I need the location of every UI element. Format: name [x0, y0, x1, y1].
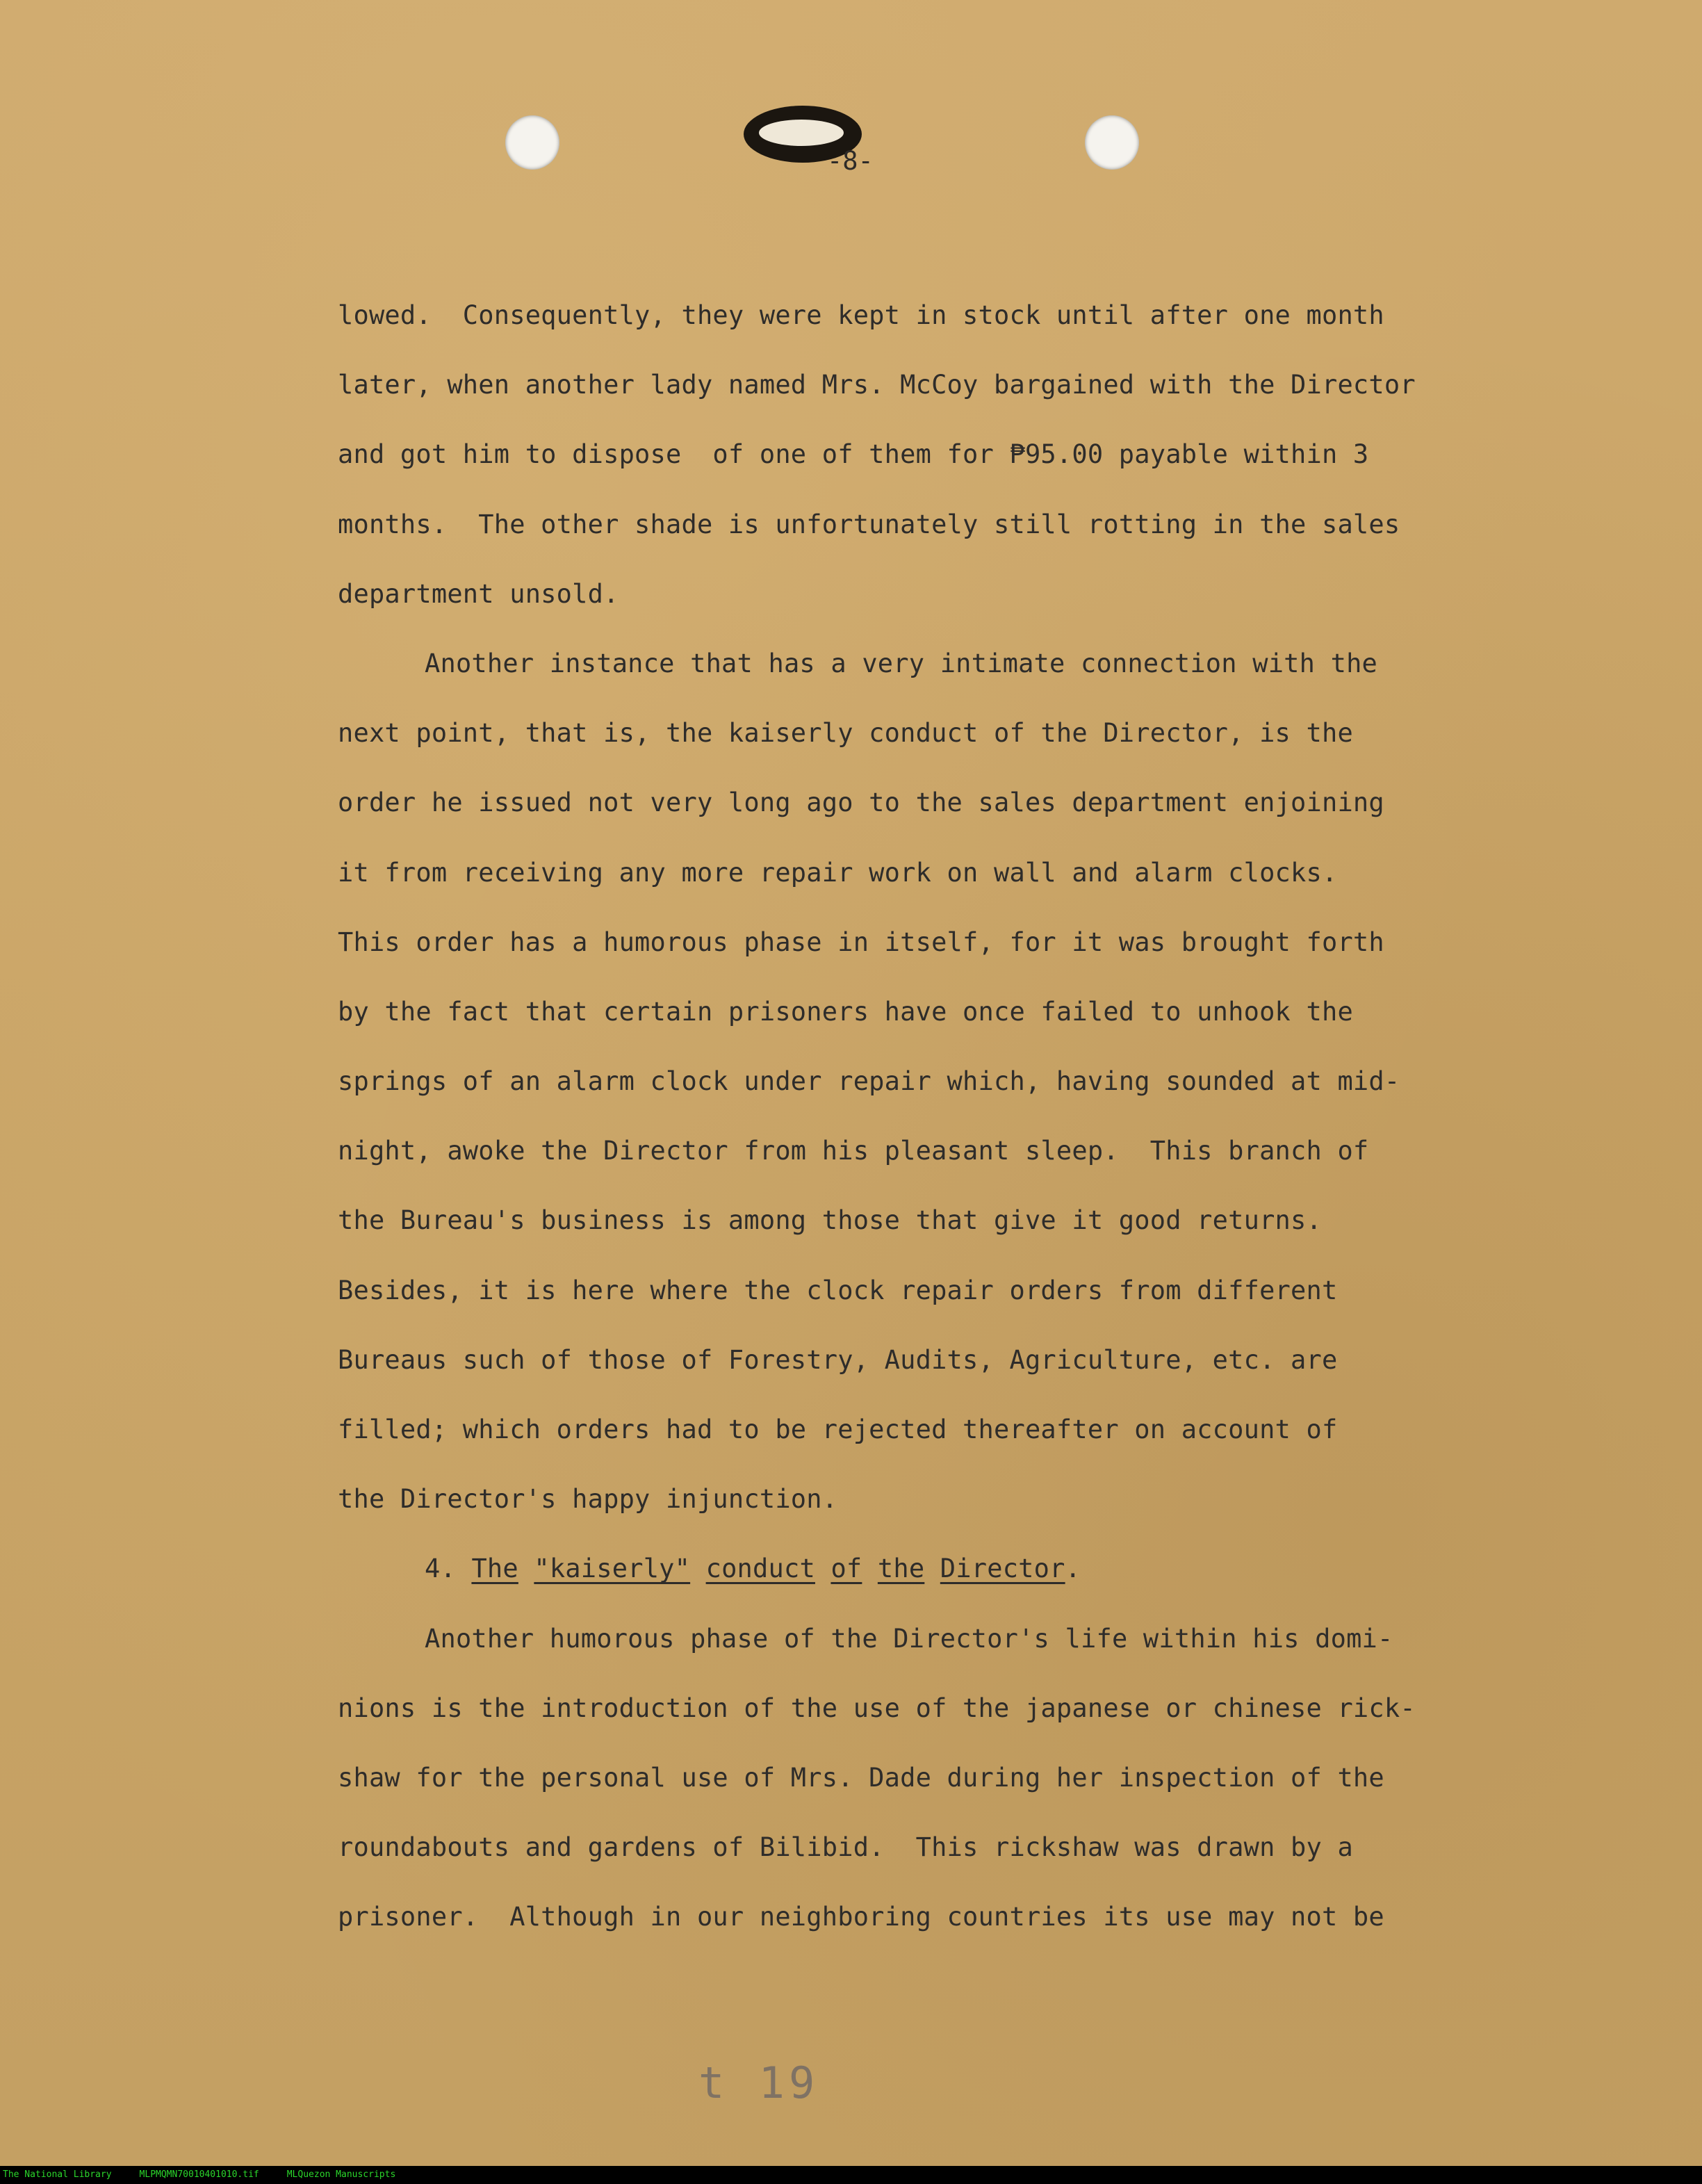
- heading-word: of: [830, 1554, 862, 1584]
- text-line: Bureaus such of those of Forestry, Audits, Agriculture, etc. are: [338, 1344, 1338, 1375]
- section-heading: [338, 1534, 1589, 1604]
- heading-word: Director: [940, 1554, 1065, 1584]
- text-line: night, awoke the Director from his pleasant sleep. This branch of: [338, 1136, 1369, 1166]
- archive-stamp: [698, 2057, 819, 2108]
- text-line: department unsold.: [338, 578, 619, 609]
- punch-hole-left: [505, 115, 559, 170]
- scan-footer: [0, 2166, 1702, 2184]
- text-line: prisoner. Although in our neighboring countries its use may not be: [338, 1902, 1384, 1932]
- text-line: the Director's happy injunction.: [338, 1484, 838, 1515]
- footer-file: MLPMQMN70010401010.tif: [139, 2169, 259, 2180]
- text-line: the Bureau's business is among those that give it good returns.: [338, 1205, 1322, 1236]
- footer-collection: MLQuezon Manuscripts: [286, 2169, 396, 2180]
- heading-word: The: [471, 1554, 518, 1584]
- text-line: shaw for the personal use of Mrs. Dade during her inspection of the: [338, 1762, 1384, 1793]
- text-line: months. The other shade is unfortunately still rotting in the sales: [338, 509, 1400, 539]
- text-line: Besides, it is here where the clock repair orders from different: [338, 1275, 1338, 1305]
- heading-word: "kaiserly": [534, 1554, 691, 1584]
- text-line: next point, that is, the kaiserly conduct of the Director, is the: [338, 718, 1353, 749]
- text-line: order he issued not very long ago to the sales department enjoining: [338, 788, 1384, 818]
- heading-word: conduct: [705, 1554, 815, 1584]
- punch-hole-right: [1085, 115, 1139, 170]
- footer-library: The National Library: [3, 2169, 112, 2180]
- heading-end: .: [1065, 1554, 1081, 1584]
- text-line: and got him to dispose of one of them for ₱95.00 payable within 3: [338, 439, 1369, 470]
- text-line: filled; which orders had to be rejected thereafter on account of: [338, 1415, 1338, 1444]
- text-line: lowed. Consequently, they were kept in stock until after one month: [338, 300, 1384, 330]
- archive-mark-prefix: t: [698, 2057, 729, 2108]
- page-number: -8-: [827, 146, 874, 176]
- body-text: [338, 281, 1589, 1953]
- heading-word: the: [877, 1554, 925, 1584]
- text-line: Another humorous phase of the Director's life within his domi-: [425, 1623, 1393, 1654]
- text-line: later, when another lady named Mrs. McCoy bargained with the Director: [338, 370, 1416, 400]
- text-line: roundabouts and gardens of Bilibid. This rickshaw was drawn by a: [338, 1832, 1353, 1863]
- text-line: springs of an alarm clock under repair which, having sounded at mid-: [338, 1066, 1400, 1097]
- text-line: by the fact that certain prisoners have once failed to unhook the: [338, 996, 1353, 1027]
- text-line: Another instance that has a very intimate connection with the: [425, 648, 1378, 678]
- heading-number: 4.: [425, 1554, 456, 1584]
- text-line: nions is the introduction of the use of the japanese or chinese rick-: [338, 1693, 1416, 1723]
- text-line: it from receiving any more repair work on wall and alarm clocks.: [338, 857, 1338, 888]
- text-line: This order has a humorous phase in itself, for it was brought forth: [338, 927, 1384, 957]
- archive-mark-number: 19: [758, 2057, 819, 2108]
